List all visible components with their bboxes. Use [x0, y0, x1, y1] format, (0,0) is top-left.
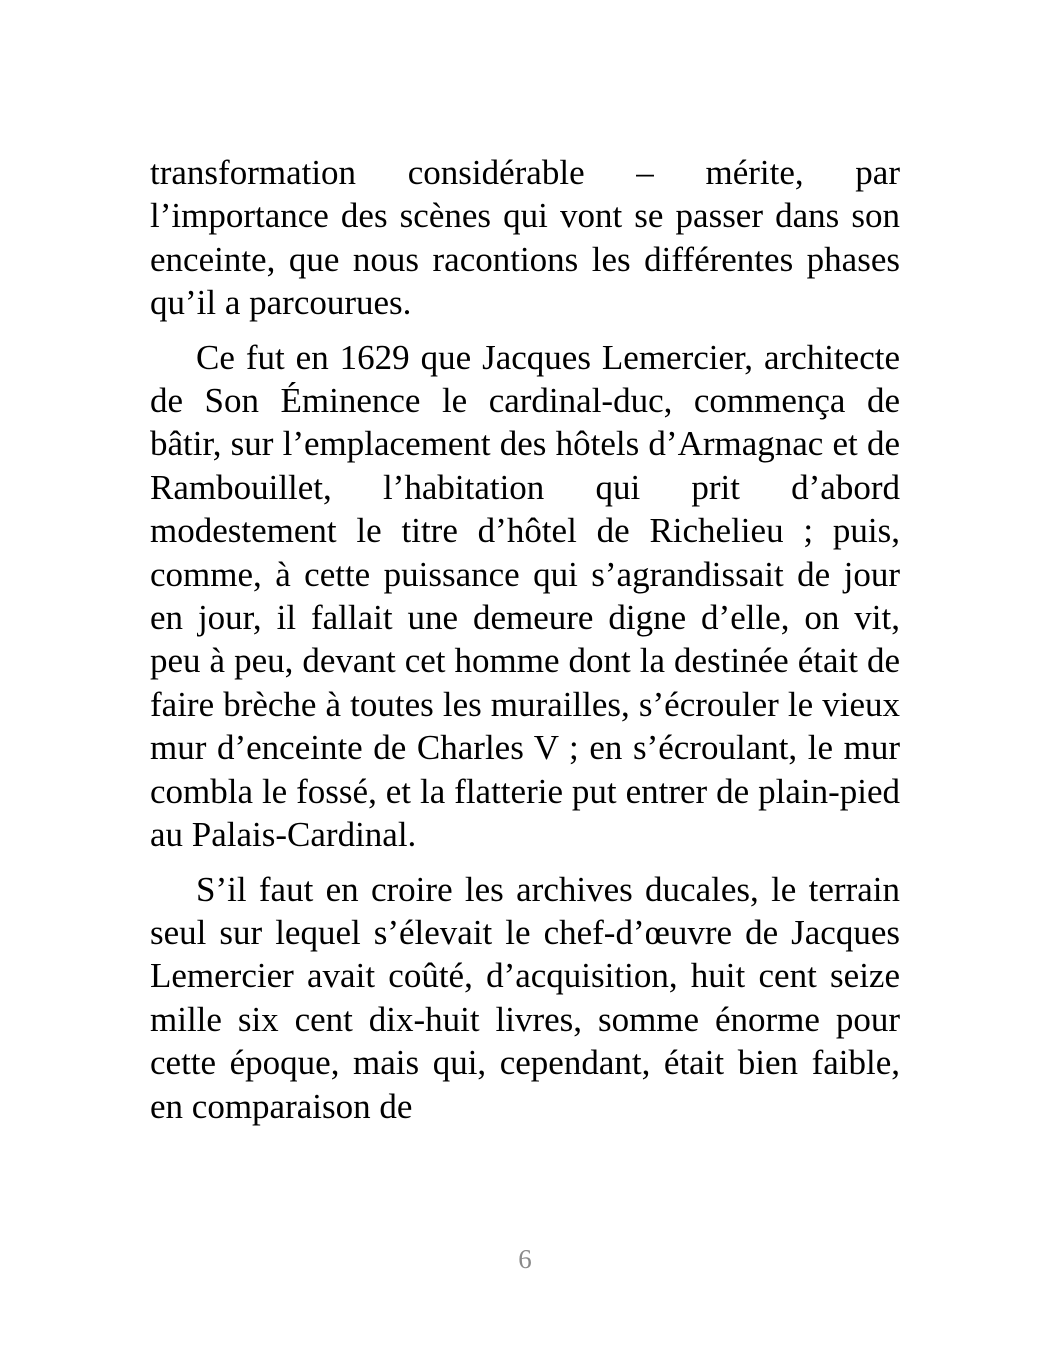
paragraph-continuation: transformation considérable – mérite, par l’importance des scènes qui vont se passer dans son enceinte, que nous racontions les différentes phases qu’il a parcourues.: [150, 153, 900, 323]
paragraph-archives: S’il faut en croire les archives ducales, le terrain seul sur lequel s’élevait le chef-d’œuvre de Jacques Lemercier avait coûté, d’acquisition, huit cent seize mille six cent dix-huit livres, somme énorme pour cette époque, mais qui, cependant, était bien faible, en comparaison de: [150, 869, 900, 1126]
body-text: [150, 151, 900, 1139]
page-number: 6: [518, 1244, 532, 1274]
paragraph-lemercier: Ce fut en 1629 que Jacques Lemercier, architecte de Son Éminence le cardinal-duc, commença de bâtir, sur l’emplacement des hôtels d’Armagnac et de Rambouillet, l’habitation qui prit d’abord modestement le titre d’hôtel de Richelieu ; puis, comme, à cette puissance qui s’agrandissait de jour en jour, il fallait une demeure digne d’elle, on vit, peu à peu, devant cet homme dont la destinée était de faire brèche à toutes les murailles, s’écrouler le vieux mur d’enceinte de Charles V ; en s’écroulant, le mur combla le fossé, et la flatterie put entrer de plain-pied au Palais-Cardinal.: [150, 337, 900, 855]
